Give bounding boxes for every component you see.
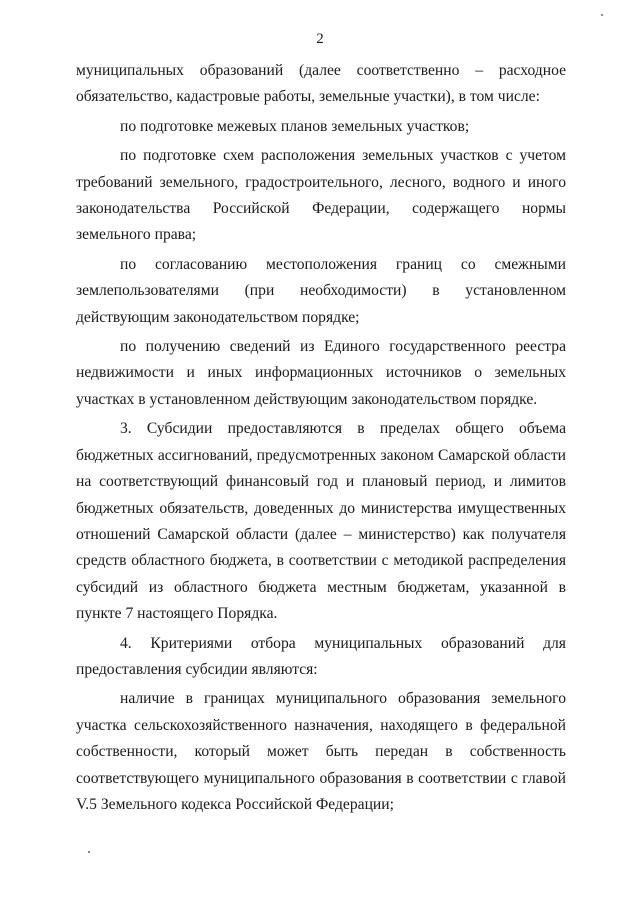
paragraph-continuation: муниципальных образований (далее соответственно – расходное обязательство, кадастровые работы, земельные участки), в том числе:: [76, 62, 566, 106]
scan-speck: [88, 851, 90, 853]
page-number: 2: [316, 31, 324, 47]
document-body: [76, 58, 566, 818]
paragraph-item-3: 3. Субсидии предоставляются в пределах общего объема бюджетных ассигнований, предусмотренных законом Самарской области на соответствующий финансовый год и плановый период, и лимитов бюджетных обязательств, доведенных до министерства имущественных отношений Самарской области (далее – министерство) как получателя средств областного бюджета, в соответствии с методикой распределения субсидий из областного бюджета местным бюджетам, указанной в пункте 7 настоящего Порядка.: [76, 420, 566, 623]
paragraph-layout-schemes: по подготовке схем расположения земельных участков с учетом требований земельного, градостроительного, лесного, водного и иного законодательства Российской Федерации, содержащего нормы земельного права;: [76, 147, 566, 244]
paragraph-survey-plans: по подготовке межевых планов земельных участков;: [120, 117, 470, 135]
paragraph-item-4: 4. Критериями отбора муниципальных образований для предоставления субсидии являются:: [76, 634, 566, 678]
paragraph-registry-data: по получению сведений из Единого государственного реестра недвижимости и иных информационных источников о земельных участках в установленном действующим законодательством порядке.: [76, 338, 566, 408]
paragraph-criterion: наличие в границах муниципального образования земельного участка сельскохозяйственного назначения, находящего в федеральной собственности, который может быть передан в собственность соответствующего муниципального образования в соответствии с главой V.5 Земельного кодекса Российской Федерации;: [76, 690, 566, 813]
scan-speck: [601, 14, 603, 16]
paragraph-boundary-agreement: по согласованию местоположения границ со смежными землепользователями (при необходимости) в установленном действующим законодательством порядке;: [76, 255, 566, 326]
